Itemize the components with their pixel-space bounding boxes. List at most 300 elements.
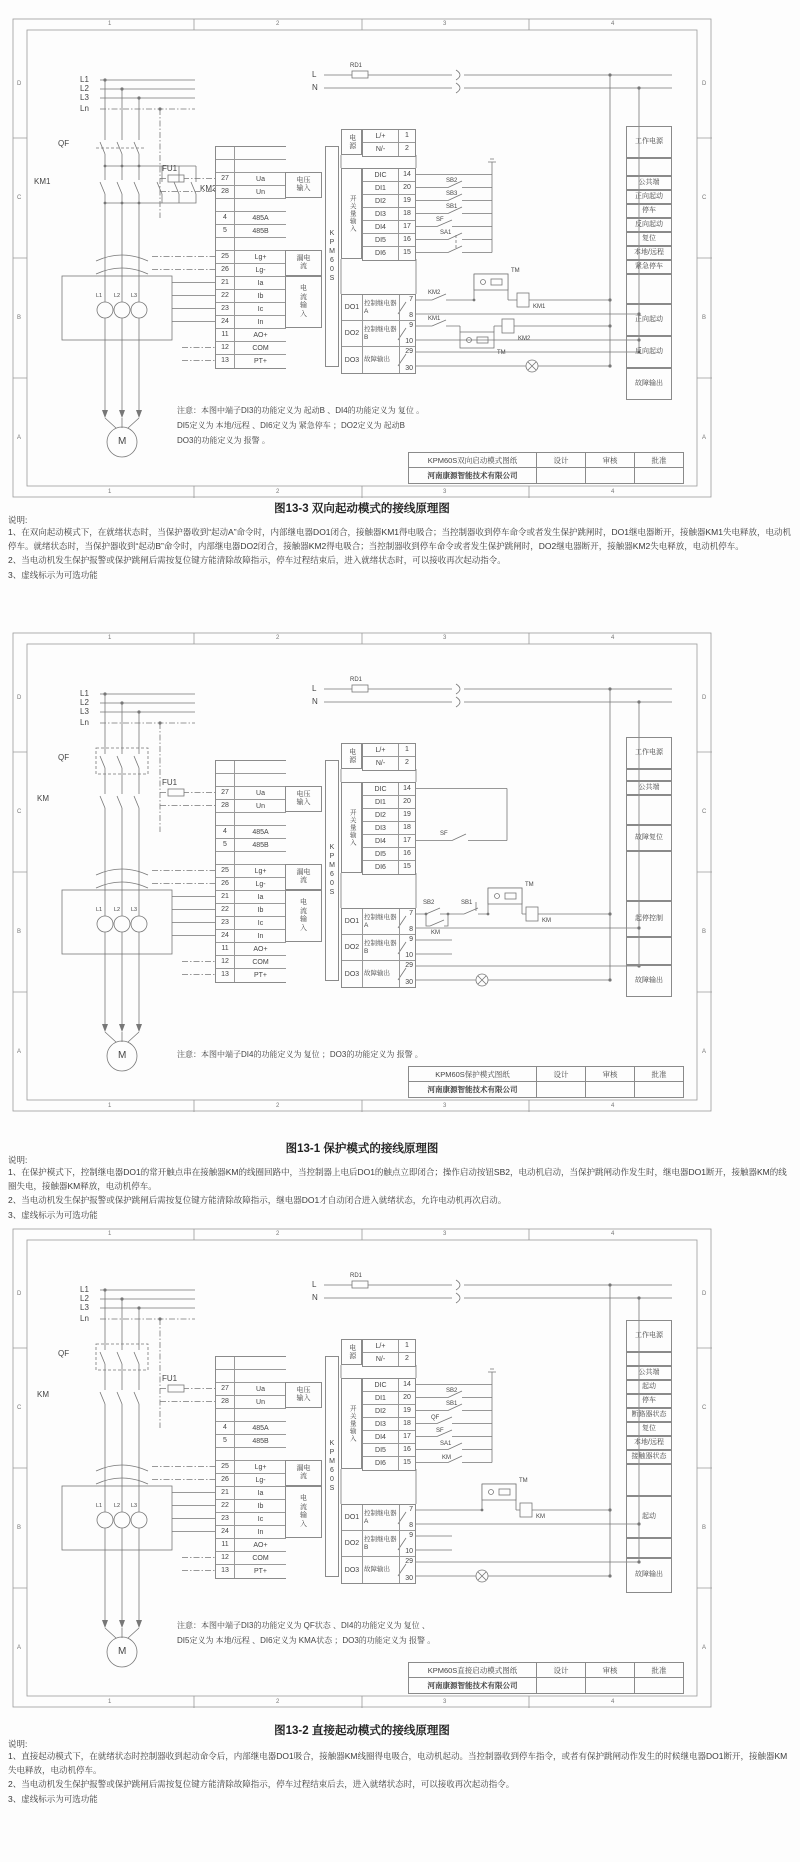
terminal-name: DIC (374, 171, 387, 179)
do-terminal-table (341, 908, 416, 988)
terminal-row (216, 355, 286, 368)
contactor-km-label: KM (37, 1390, 49, 1399)
terminal-row (216, 1396, 286, 1409)
note-line: 3、虚线标示为可选功能 (8, 1793, 98, 1804)
function-label: 紧急停车 (626, 260, 672, 274)
terminal-row (363, 1431, 415, 1444)
terminal-number: 27 (216, 1383, 235, 1395)
terminal-name: DI5 (375, 850, 386, 858)
figure-caption: 图13-1 保护模式的接线原理图 (285, 1143, 439, 1155)
zone-row-d: D (702, 81, 707, 87)
do-terminals (399, 1505, 415, 1530)
di-terminal-table (362, 168, 416, 261)
terminal-row (216, 212, 286, 225)
terminal-row (216, 891, 286, 904)
terminal-row (363, 1444, 415, 1457)
di-terminal-table (362, 1378, 416, 1471)
function-label: 正向起动 (626, 304, 672, 336)
terminal-row (216, 852, 286, 865)
do-terminal-a: 9 (409, 936, 413, 943)
function-label: 断路器状态 (626, 1408, 672, 1422)
fuse-fu1-label: FU1 (162, 1374, 178, 1383)
do-terminals (399, 961, 415, 987)
drawing-sheet-direct-start (12, 1228, 712, 1708)
terminal-row (216, 290, 286, 303)
terminal-name: DI4 (375, 837, 386, 845)
zone-row-b: B (17, 929, 22, 935)
zone-col-4: 4 (611, 489, 615, 495)
breaker-qf-label: QF (58, 1349, 70, 1358)
group-label: 电压输入 (296, 790, 311, 806)
function-label: 起动 (626, 1496, 672, 1538)
terminal-number: 23 (216, 1513, 235, 1525)
phase-l1-label: L1 (80, 1285, 89, 1294)
terminal-name: AO+ (253, 331, 268, 339)
terminal-name: COM (252, 958, 269, 966)
do-terminal-b: 30 (405, 979, 413, 986)
function-label: 故障输出 (626, 368, 672, 400)
zone-row-d: D (702, 695, 707, 701)
figure-caption: 图13-2 直接起动模式的接线原理图 (274, 1725, 450, 1737)
terminal-number: 15 (398, 1457, 415, 1470)
function-label: 公共端 (626, 1366, 672, 1380)
zone-col-3: 3 (443, 1231, 447, 1237)
terminal-name: N/- (375, 760, 386, 767)
terminal-name: Lg+ (254, 253, 267, 261)
terminal-number: 13 (216, 355, 235, 368)
line-n-label: N (312, 83, 318, 92)
terminal-number: 17 (398, 221, 415, 233)
title-block (408, 1662, 684, 1694)
terminal-name: Ua (256, 789, 265, 797)
terminal-row (363, 195, 415, 208)
terminal-number: 16 (398, 234, 415, 246)
zone-col-2: 2 (276, 489, 280, 495)
terminal-row (216, 969, 286, 982)
do-terminal-a: 7 (409, 910, 413, 917)
ct-l2-label: L2 (114, 293, 121, 299)
di-terminal-table (362, 782, 416, 875)
terminal-name: PT+ (253, 972, 268, 979)
terminal-name: Lg+ (254, 1463, 267, 1471)
terminal-number: 17 (398, 835, 415, 847)
function-label-empty (626, 1538, 672, 1558)
do-terminal-table (341, 294, 416, 374)
empty-cell (537, 1082, 586, 1097)
terminal-number: 21 (216, 891, 235, 903)
aux-km-label: KM (442, 1455, 451, 1461)
function-label-empty (626, 1464, 672, 1496)
terminal-number: 11 (216, 943, 235, 955)
contactor-km2-label: KM2 (200, 184, 217, 193)
empty-cell (586, 468, 635, 483)
terminal-number (216, 761, 235, 773)
group-leak-current (285, 864, 322, 890)
group-voltage-input (285, 786, 322, 812)
approve-cell: 批准 (651, 1069, 667, 1079)
power-terminal-table (362, 129, 416, 157)
terminal-row (363, 757, 415, 770)
terminal-row (216, 342, 286, 355)
terminal-name: PT+ (253, 1568, 268, 1575)
do-code: DO2 (342, 321, 363, 346)
terminal-number: 21 (216, 277, 235, 289)
empty-cell (586, 1678, 635, 1693)
zone-row-c: C (702, 195, 707, 201)
zone-col-4: 4 (611, 1699, 615, 1705)
group-current-input (285, 1486, 322, 1538)
breaker-qf-label: QF (58, 753, 70, 762)
function-label: 起动 (626, 1380, 672, 1394)
function-label: 复位 (626, 232, 672, 246)
zone-col-1: 1 (108, 489, 112, 495)
switch-sf-label: SF (436, 1428, 444, 1434)
group-current-input (285, 890, 322, 942)
terminal-name: 485B (252, 227, 269, 235)
device-name-kpm60s: KPM60S (325, 760, 339, 981)
terminal-row (216, 787, 286, 800)
terminal-row (216, 1526, 286, 1539)
zone-row-c: C (17, 809, 22, 815)
terminal-name: 485B (252, 841, 269, 849)
empty-cell (537, 1678, 586, 1693)
terminal-number: 25 (216, 251, 235, 263)
line-n-label: N (312, 697, 318, 706)
group-label: 开关量输入 (348, 808, 356, 847)
notice-line: 注意：本图中端子DI4的功能定义为 复位 ；DO3的功能定义为 报警 。 (177, 1050, 423, 1059)
terminal-number: 14 (398, 169, 415, 181)
terminal-row (363, 848, 415, 861)
terminal-row (216, 329, 286, 342)
zone-row-a: A (702, 435, 707, 441)
terminal-name: DI4 (375, 1433, 386, 1441)
switch-sf-label: SF (436, 217, 444, 223)
terminal-row (216, 1435, 286, 1448)
terminal-name: In (257, 318, 264, 326)
zone-col-1: 1 (108, 635, 112, 641)
do-code: DO3 (342, 1557, 363, 1583)
notice-text (177, 1047, 617, 1062)
function-label: 正向起动 (626, 190, 672, 204)
terminal-row (363, 143, 415, 156)
terminal-number: 19 (398, 1405, 415, 1417)
do-terminal-a: 29 (405, 962, 413, 969)
function-label: 停车 (626, 1394, 672, 1408)
terminal-row (363, 1340, 415, 1353)
terminal-name: Ia (257, 279, 264, 287)
group-leak-current (285, 1460, 322, 1486)
relay-output-row (342, 935, 415, 961)
power-terminal-table (362, 1339, 416, 1367)
empty-cell (635, 1082, 683, 1097)
zone-col-2: 2 (276, 1103, 280, 1109)
terminal-number: 12 (216, 1552, 235, 1564)
zone-row-b: B (702, 315, 707, 321)
group-label: 电源 (348, 1344, 356, 1360)
company-name: 河南康源智能技术有限公司 (409, 468, 537, 483)
function-label: 本地/远程 (626, 246, 672, 260)
design-cell: 设计 (537, 453, 586, 467)
terminal-number: 11 (216, 1539, 235, 1551)
ct-l1-label: L1 (96, 1503, 103, 1509)
function-label-empty (626, 795, 672, 825)
terminal-row (216, 264, 286, 277)
terminal-row (216, 826, 286, 839)
terminal-row (216, 904, 286, 917)
relay-output-row (342, 1531, 415, 1557)
terminal-number: 25 (216, 1461, 235, 1473)
do-code: DO1 (342, 909, 363, 934)
zone-col-1: 1 (108, 1699, 112, 1705)
button-sb1-label: SB1 (446, 204, 458, 210)
zone-col-3: 3 (443, 1699, 447, 1705)
do-terminal-a: 29 (405, 348, 413, 355)
do-label: 故障输出 (364, 1566, 390, 1574)
left-terminal-table (215, 760, 286, 983)
function-label: 故障输出 (626, 1558, 672, 1593)
motor-label: M (118, 1050, 127, 1061)
phase-ln-label: Ln (80, 1314, 89, 1323)
function-label: 复位 (626, 1422, 672, 1436)
zone-row-d: D (702, 1291, 707, 1297)
terminal-name: DI3 (375, 210, 386, 218)
terminal-number: 14 (398, 1379, 415, 1391)
terminal-name: AO+ (253, 945, 268, 953)
terminal-name: N/- (375, 146, 386, 153)
function-label-empty (626, 769, 672, 781)
zone-row-c: C (17, 195, 22, 201)
terminal-row (216, 147, 286, 160)
fuse-rd1-label: RD1 (350, 1273, 363, 1279)
group-power (341, 1339, 362, 1365)
zone-col-2: 2 (276, 21, 280, 27)
do-terminals (399, 909, 415, 934)
terminal-row (216, 160, 286, 173)
zone-col-2: 2 (276, 1699, 280, 1705)
terminal-row (216, 930, 286, 943)
terminal-name: DI5 (375, 236, 386, 244)
relay-output-row (342, 347, 415, 373)
do-terminal-a: 7 (409, 1506, 413, 1513)
switch-sf-label: SF (440, 831, 448, 837)
approve-cell: 批准 (651, 1665, 667, 1675)
terminal-row (363, 1418, 415, 1431)
terminal-number: 26 (216, 264, 235, 276)
group-power (341, 129, 362, 155)
zone-row-d: D (17, 1291, 22, 1297)
terminal-row (363, 796, 415, 809)
device-name-kpm60s: KPM60S (325, 1356, 339, 1577)
drawing-name: KPM60S双向启动模式图纸 (409, 453, 537, 467)
phase-l3-label: L3 (80, 93, 89, 102)
terminal-name: Ic (257, 305, 264, 313)
function-label-empty (626, 851, 672, 901)
terminal-row (363, 1405, 415, 1418)
do-label: 控制继电器A (364, 300, 397, 315)
terminal-number: 5 (216, 1435, 235, 1447)
terminal-row (216, 1357, 286, 1370)
terminal-row (216, 839, 286, 852)
motor-label: M (118, 1646, 127, 1657)
function-label-empty (626, 158, 672, 176)
notice-line: 注意：本图中端子DI3的功能定义为 QF状态 、DI4的功能定义为 复位 、 (177, 1621, 430, 1630)
group-digital-input (341, 168, 362, 259)
terminal-name: Un (256, 188, 265, 196)
group-current-input (285, 276, 322, 328)
zone-row-d: D (17, 81, 22, 87)
do-label: 控制继电器A (364, 1510, 397, 1525)
zone-col-1: 1 (108, 21, 112, 27)
do-terminal-a: 29 (405, 1558, 413, 1565)
ct-l3-label: L3 (131, 293, 138, 299)
terminal-number: 16 (398, 848, 415, 860)
note-line: 2、当电动机发生保护报警或保护跳闸后需按复位键方能清除故障指示，停车过程结束后，进入就绪状态时，可以接收再次起动指令。 (8, 555, 506, 565)
terminal-row (216, 917, 286, 930)
do-terminal-b: 30 (405, 1575, 413, 1582)
do-terminal-b: 8 (409, 926, 413, 933)
drawing-sheet-protection (12, 632, 712, 1112)
note-line: 3、虚线标示为可选功能 (8, 1209, 98, 1220)
drawing-name: KPM60S保护模式图纸 (409, 1067, 537, 1081)
terminal-name: DIC (374, 1381, 387, 1389)
terminal-row (363, 1392, 415, 1405)
line-l-label: L (312, 70, 317, 79)
do-code: DO3 (342, 961, 363, 987)
do-terminal-b: 8 (409, 312, 413, 319)
terminal-name: N/- (375, 1356, 386, 1363)
terminal-row (216, 800, 286, 813)
terminal-row (216, 1461, 286, 1474)
terminal-number: 18 (398, 208, 415, 220)
left-terminal-table (215, 1356, 286, 1579)
terminal-row (363, 1353, 415, 1366)
terminal-number: 28 (216, 1396, 235, 1408)
terminal-number (216, 199, 235, 211)
terminal-number: 2 (398, 757, 415, 770)
button-sb1-label: SB1 (461, 900, 473, 906)
terminal-name: DI6 (375, 250, 386, 257)
terminal-name: Ia (257, 893, 264, 901)
zone-col-3: 3 (443, 21, 447, 27)
phase-ln-label: Ln (80, 718, 89, 727)
function-label: 反向起动 (626, 218, 672, 232)
notes-heading: 说明: (8, 1739, 28, 1749)
terminal-number (216, 852, 235, 864)
ct-l3-label: L3 (131, 1503, 138, 1509)
notice-line: DI5定义为 本地/远程 、DI6定义为 KMA状态 ；DO3的功能定义为 报警 。 (177, 1636, 436, 1645)
function-label-empty (626, 937, 672, 965)
terminal-name: DI5 (375, 1446, 386, 1454)
function-label: 接触器状态 (626, 1450, 672, 1464)
terminal-row (216, 251, 286, 264)
do-terminal-b: 10 (405, 1548, 413, 1555)
terminal-name: DI6 (375, 864, 386, 871)
terminal-number (216, 1409, 235, 1421)
group-label: 电流输入 (300, 1495, 307, 1528)
terminal-row (363, 247, 415, 260)
note-line: 3、虚线标示为可选功能 (8, 569, 98, 580)
do-terminal-b: 10 (405, 952, 413, 959)
do-label: 控制继电器A (364, 914, 397, 929)
do-label: 控制继电器B (364, 1536, 397, 1551)
note-line: 2、当电动机发生保护报警或保护跳闸后需按复位键方能清除故障指示，停车过程结束后去，进入就绪状态时，可以接收再次起动指令。 (8, 1779, 515, 1789)
fuse-rd1-label: RD1 (350, 677, 363, 683)
do-code: DO2 (342, 935, 363, 960)
left-terminal-table (215, 146, 286, 369)
zone-row-b: B (17, 1525, 22, 1531)
group-label: 电压输入 (296, 1386, 311, 1402)
terminal-number (216, 813, 235, 825)
ct-l2-label: L2 (114, 1503, 121, 1509)
zone-row-b: B (17, 315, 22, 321)
terminal-row (216, 1370, 286, 1383)
relay-output-row (342, 321, 415, 347)
coil-km2-label: KM2 (518, 336, 531, 342)
relay-output-row (342, 1505, 415, 1531)
ct-l3-label: L3 (131, 907, 138, 913)
terminal-number (216, 160, 235, 172)
terminal-row (363, 809, 415, 822)
zone-col-4: 4 (611, 1231, 615, 1237)
title-block (408, 1066, 684, 1098)
timer-tm1-label: TM (511, 268, 520, 274)
function-label: 工作电源 (626, 737, 672, 769)
terminal-name: DI4 (375, 223, 386, 231)
terminal-name: Ic (257, 1515, 264, 1523)
terminal-number (216, 1448, 235, 1460)
terminal-row (216, 225, 286, 238)
do-code: DO1 (342, 1505, 363, 1530)
terminal-number (216, 1357, 235, 1369)
terminal-name: 485A (252, 1424, 269, 1432)
notes-list (8, 526, 794, 583)
terminal-row (216, 173, 286, 186)
group-label: 漏电流 (296, 868, 311, 884)
terminal-number: 20 (398, 182, 415, 194)
terminal-number: 27 (216, 173, 235, 185)
zone-row-b: B (702, 1525, 707, 1531)
terminal-name: L/+ (375, 132, 386, 140)
do-terminal-a: 9 (409, 1532, 413, 1539)
terminal-row (216, 1383, 286, 1396)
terminal-number: 2 (398, 143, 415, 156)
terminal-name: Lg- (255, 266, 266, 274)
terminal-name: COM (252, 344, 269, 352)
terminal-row (363, 1457, 415, 1470)
terminal-number: 22 (216, 904, 235, 916)
button-sb2-label: SB2 (446, 1388, 458, 1394)
terminal-name: Ia (257, 1489, 264, 1497)
zone-col-1: 1 (108, 1231, 112, 1237)
group-label: 电源 (348, 748, 356, 764)
function-label: 本地/远程 (626, 1436, 672, 1450)
terminal-name: DI6 (375, 1460, 386, 1467)
do-terminals (399, 295, 415, 320)
terminal-row (363, 182, 415, 195)
title-block (408, 452, 684, 484)
function-label: 停车 (626, 204, 672, 218)
terminal-row (363, 861, 415, 874)
terminal-row (216, 1474, 286, 1487)
terminal-number: 28 (216, 186, 235, 198)
note-line: 1、在保护模式下，控制继电器DO1的常开触点串在接触器KM的线圈回路中，当控制器上电后DO1的触点立即闭合；操作启动按钮SB2，电动机启动，当保护跳闸动作发生时，继电器DO1断开，接触器KM的线圈失电，接触器KM释放，电动机停车。 (8, 1167, 787, 1191)
terminal-number: 5 (216, 225, 235, 237)
terminal-row (216, 943, 286, 956)
aux-km2-label: KM2 (428, 290, 441, 296)
terminal-number: 19 (398, 195, 415, 207)
function-label: 公共端 (626, 781, 672, 795)
relay-output-row (342, 909, 415, 935)
